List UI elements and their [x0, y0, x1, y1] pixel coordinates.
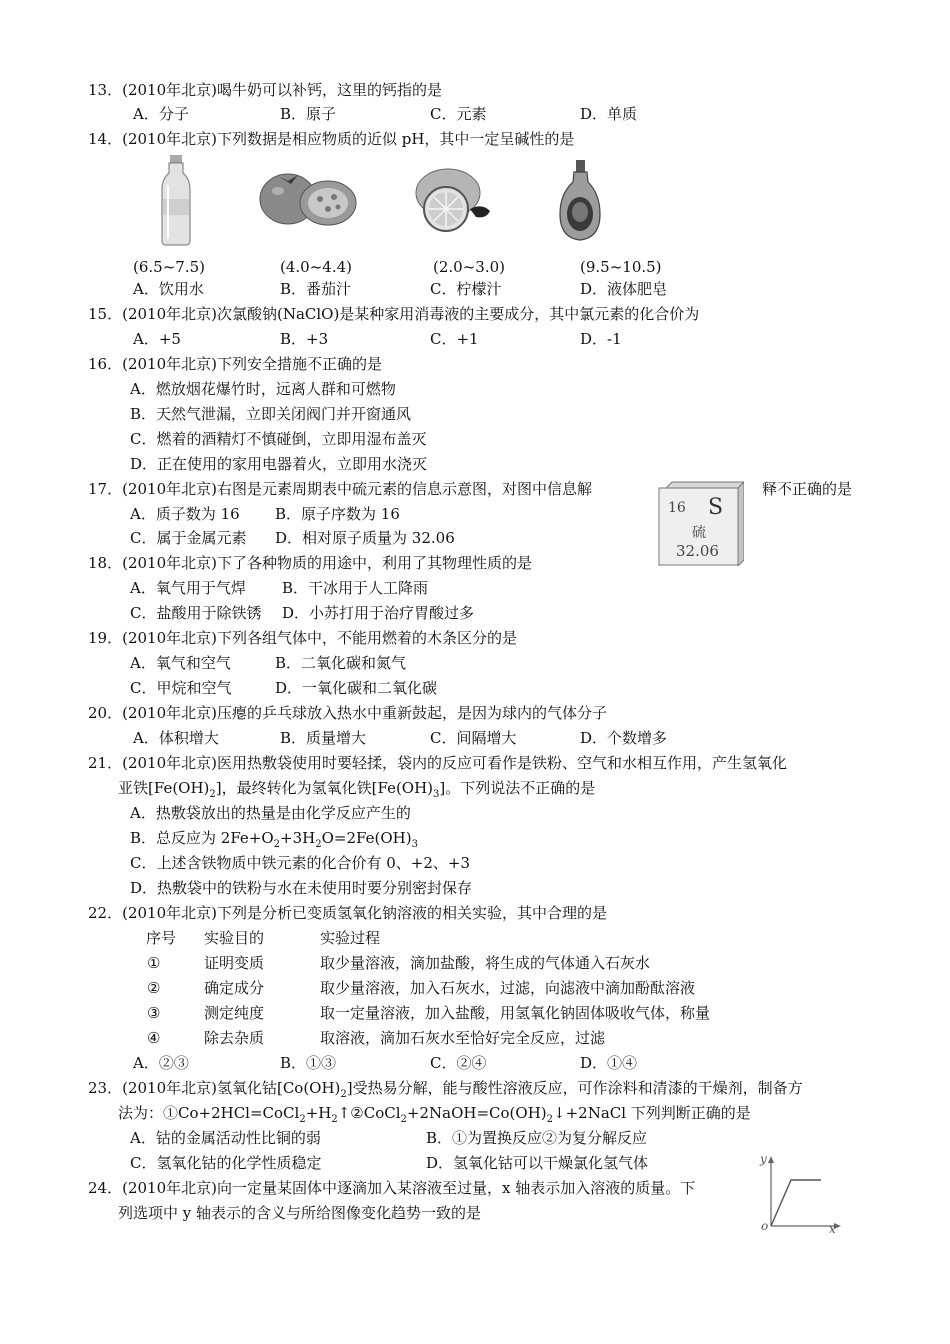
element-symbol: S — [708, 495, 724, 520]
q13-option-c: C．元素 — [430, 105, 487, 123]
q21-option-b: B．总反应为 $2Fe+O_2+3H_2O=2Fe(OH)_3$ — [130, 829, 418, 850]
q23-option-b: B．①为置换反应②为复分解反应 — [426, 1129, 648, 1147]
q14-stem: 14．(2010年北京)下列数据是相应物质的近似 pH，其中一定呈碱性的是 — [88, 130, 575, 148]
q22-stem: 22．(2010年北京)下列是分析已变质氢氧化钠溶液的相关实验，其中合理的是 — [88, 904, 607, 922]
q15-option-a: A．+5 — [133, 330, 181, 348]
q19-stem: 19．(2010年北京)下列各组气体中，不能用燃着的木条区分的是 — [88, 629, 517, 647]
q20-option-a: A．体积增大 — [133, 729, 219, 747]
q20-stem: 20．(2010年北京)压瘪的乒乓球放入热水中重新鼓起，是因为球内的气体分子 — [88, 704, 607, 722]
q24-stem-line1: 24．(2010年北京)向一定量某固体中逐滴加入某溶液至过量，x 轴表示加入溶液的质量。下 — [88, 1179, 696, 1197]
q17-option-b: B．原子序数为 16 — [275, 505, 400, 523]
q24-graph — [757, 1150, 847, 1238]
water-bottle-image — [158, 155, 194, 247]
q23-stem-line2: 法为：$①Co+2HCl=CoCl_2+H_2↑②CoCl_2+2NaOH=Co(OH)_2↓+2NaCl$ 下列判断正确的是 — [118, 1104, 751, 1125]
q22-option-c: C．②④ — [430, 1054, 487, 1072]
row-number: ① — [147, 954, 161, 972]
row-purpose: 除去杂质 — [204, 1029, 265, 1047]
q17-option-a: A．质子数为 16 — [130, 505, 240, 523]
row-number: ③ — [147, 1004, 161, 1022]
q17-option-d: D．相对原子质量为 32.06 — [275, 529, 455, 547]
q15-option-b: B．+3 — [280, 330, 329, 348]
q13-option-d: D．单质 — [580, 105, 638, 123]
q18-option-d: D．小苏打用于治疗胃酸过多 — [282, 604, 475, 622]
q19-option-b: B．二氧化碳和氮气 — [275, 654, 407, 672]
q20-option-c: C．间隔增大 — [430, 729, 517, 747]
q21-stem-line2: 亚铁$[Fe(OH)_2]$，最终转化为氢氧化铁$[Fe(OH)_3]$。下列说法不正确的是 — [118, 779, 596, 800]
q18-option-b: B．干冰用于人工降雨 — [282, 579, 429, 597]
q23-option-c: C．氢氧化钴的化学性质稳定 — [130, 1154, 322, 1172]
row-process: 取少量溶液，滴加盐酸，将生成的气体通入石灰水 — [320, 954, 651, 972]
q21-stem-line1: 21．(2010年北京)医用热敷袋使用时要轻揉，袋内的反应可看作是铁粉、空气和水相互作用，产生氢氧化 — [88, 754, 787, 772]
q16-option-d: D．正在使用的家用电器着火，立即用水浇灭 — [130, 455, 428, 473]
q16-option-c: C．燃着的酒精灯不慎碰倒，立即用湿布盖灭 — [130, 430, 427, 448]
q14-option-c: C．柠檬汁 — [430, 280, 502, 298]
q18-option-a: A．氧气用于气焊 — [130, 579, 246, 597]
header-number: 序号 — [146, 929, 177, 947]
graph-origin-label: o — [761, 1219, 769, 1233]
ph-tomato: (4.0~4.4) — [280, 258, 352, 276]
q21-option-a: A．热敷袋放出的热量是由化学反应产生的 — [130, 804, 411, 822]
ph-lemon: (2.0~3.0) — [433, 258, 505, 276]
q17-option-c: C．属于金属元素 — [130, 529, 247, 547]
row-purpose: 测定纯度 — [204, 1004, 265, 1022]
q24-stem-line2: 列选项中 y 轴表示的含义与所给图像变化趋势一致的是 — [118, 1204, 482, 1222]
row-process: 取少量溶液，加入石灰水，过滤，向滤液中滴加酚酞溶液 — [320, 979, 696, 997]
ph-water: (6.5~7.5) — [133, 258, 205, 276]
row-purpose: 证明变质 — [204, 954, 265, 972]
q14-option-a: A．饮用水 — [133, 280, 204, 298]
q16-option-a: A．燃放烟花爆竹时，远离人群和可燃物 — [130, 380, 396, 398]
q18-option-c: C．盐酸用于除铁锈 — [130, 604, 262, 622]
q15-option-d: D．-1 — [580, 330, 622, 348]
element-mass: 32.06 — [676, 542, 719, 560]
q19-option-d: D．一氧化碳和二氧化碳 — [275, 679, 438, 697]
q17-stem-tail: 释不正确的是 — [762, 480, 853, 498]
graph-x-label: x — [829, 1222, 836, 1236]
q16-stem: 16．(2010年北京)下列安全措施不正确的是 — [88, 355, 382, 373]
q22-option-a: A．②③ — [133, 1054, 189, 1072]
q14-option-d: D．液体肥皂 — [580, 280, 668, 298]
q22-option-b: B．①③ — [280, 1054, 337, 1072]
liquid-soap-image — [558, 160, 602, 242]
row-process: 取溶液，滴加石灰水至恰好完全反应，过滤 — [320, 1029, 606, 1047]
header-purpose: 实验目的 — [204, 929, 265, 947]
q20-option-b: B．质量增大 — [280, 729, 367, 747]
q17-stem: 17．(2010年北京)右图是元素周期表中硫元素的信息示意图，对图中信息解 — [88, 480, 592, 498]
ph-soap: (9.5~10.5) — [580, 258, 662, 276]
q22-option-d: D．①④ — [580, 1054, 638, 1072]
element-name: 硫 — [692, 525, 706, 541]
row-number: ② — [147, 979, 161, 997]
q19-option-c: C．甲烷和空气 — [130, 679, 232, 697]
q23-option-d: D．氢氧化钴可以干燥氯化氢气体 — [426, 1154, 649, 1172]
sulfur-element-card — [658, 480, 744, 566]
q20-option-d: D．个数增多 — [580, 729, 668, 747]
q21-option-c: C．上述含铁物质中铁元素的化合价有 0、+2、+3 — [130, 854, 471, 872]
q19-option-a: A．氧气和空气 — [130, 654, 231, 672]
graph-y-label: y — [760, 1152, 767, 1166]
q18-stem: 18．(2010年北京)下了各种物质的用途中，利用了其物理性质的是 — [88, 554, 532, 572]
q23-stem-line1: 23．(2010年北京)氢氧化钴$[Co(OH)_2]$受热易分解，能与酸性溶液反应，可作涂料和清漆的干燥剂，制备方 — [88, 1079, 803, 1100]
lemon-image — [410, 165, 496, 235]
header-process: 实验过程 — [320, 929, 381, 947]
row-number: ④ — [147, 1029, 161, 1047]
q13-option-a: A．分子 — [133, 105, 189, 123]
q15-stem: 15．(2010年北京)次氯酸钠(NaClO)是某种家用消毒液的主要成分，其中氯元素的化合价为 — [88, 305, 700, 323]
row-process: 取一定量溶液，加入盐酸，用氢氧化钠固体吸收气体，称量 — [320, 1004, 711, 1022]
element-number: 16 — [668, 500, 686, 516]
tomato-image — [258, 167, 360, 229]
q23-option-a: A．钴的金属活动性比铜的弱 — [130, 1129, 321, 1147]
q16-option-b: B．天然气泄漏，立即关闭阀门并开窗通风 — [130, 405, 412, 423]
q15-option-c: C．+1 — [430, 330, 479, 348]
q14-option-b: B．番茄汁 — [280, 280, 352, 298]
row-purpose: 确定成分 — [204, 979, 265, 997]
q13-option-b: B．原子 — [280, 105, 337, 123]
q21-option-d: D．热敷袋中的铁粉与水在未使用时要分别密封保存 — [130, 879, 473, 897]
q13-stem: 13．(2010年北京)喝牛奶可以补钙，这里的钙指的是 — [88, 81, 442, 99]
